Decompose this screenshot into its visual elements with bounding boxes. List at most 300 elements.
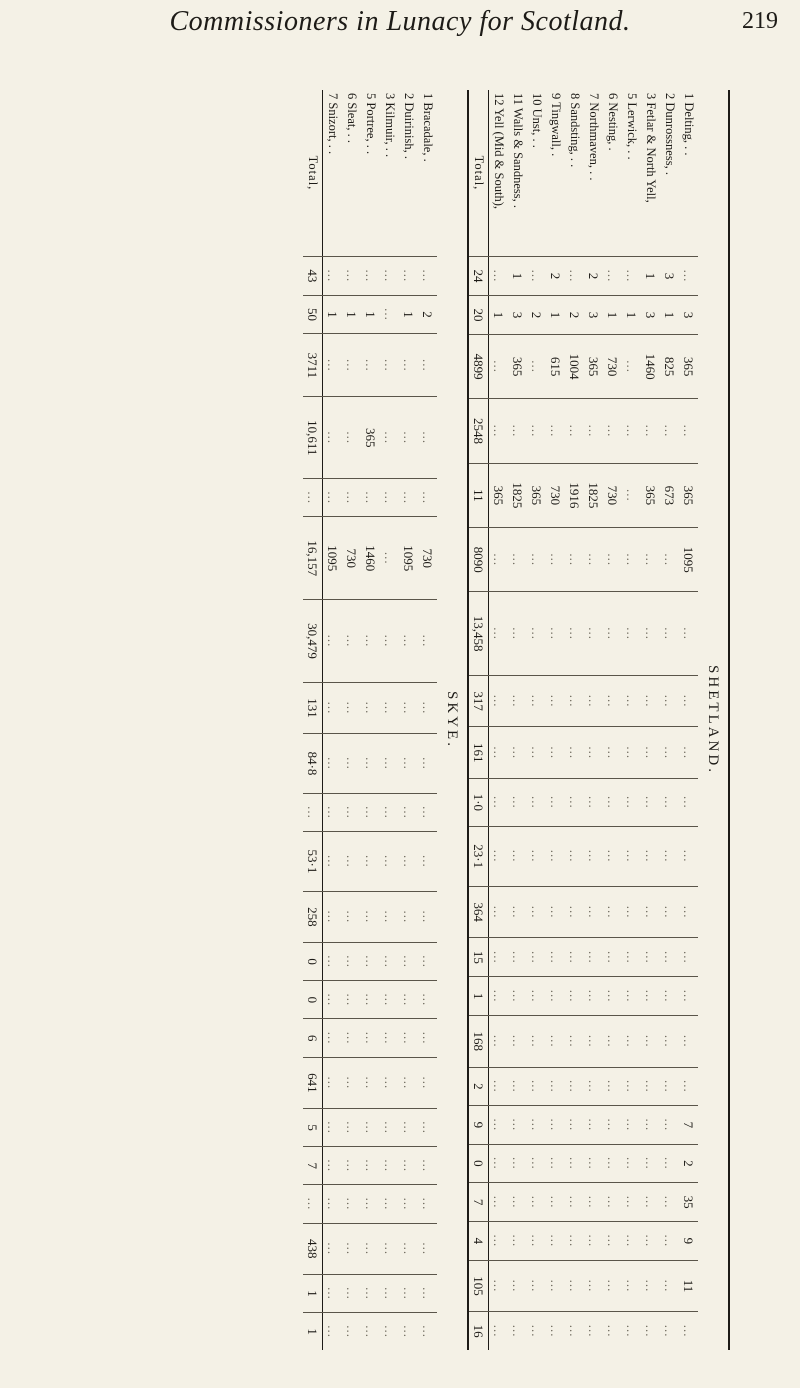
table-cell: ... xyxy=(584,886,603,938)
table-cell: ... xyxy=(418,479,437,517)
table-cell: 3 xyxy=(641,296,660,335)
table-cell: ... xyxy=(508,1144,527,1183)
table-cell: ... xyxy=(489,675,509,727)
table-cell: ... xyxy=(603,977,622,1016)
table-cell: 365 xyxy=(489,463,509,527)
table-row xyxy=(399,90,418,1350)
table-cell: ... xyxy=(622,727,641,779)
table-row xyxy=(418,90,437,1350)
parish-name: 1 Bracadale, . xyxy=(421,93,435,162)
table-cell: ... xyxy=(603,1015,622,1067)
table-cell: ... xyxy=(679,675,698,727)
table-cell: 730 xyxy=(546,463,565,527)
table-cell: ... xyxy=(584,1183,603,1222)
table-cell: ... xyxy=(323,832,343,892)
table-cell: ... xyxy=(584,826,603,886)
table-cell: ... xyxy=(660,1222,679,1261)
table-cell: ... xyxy=(565,675,584,727)
table-cell: ... xyxy=(303,1185,323,1223)
table-cell: ... xyxy=(418,682,437,733)
table-cell: 3 xyxy=(508,296,527,335)
table-cell: 730 xyxy=(418,517,437,600)
table-cell: ... xyxy=(399,257,418,296)
parish-name: 3 Fetlar & North Yell, xyxy=(644,93,658,203)
table-cell: ... xyxy=(527,257,546,296)
table-cell: ... xyxy=(508,727,527,779)
table-cell: ... xyxy=(565,592,584,675)
table-cell: ... xyxy=(323,1185,343,1223)
table-cell: ... xyxy=(489,592,509,675)
table-cell: 1 xyxy=(342,295,361,334)
table-cell: ... xyxy=(603,1067,622,1106)
table-cell: ... xyxy=(380,517,399,600)
table-cell: ... xyxy=(679,779,698,826)
table-cell: 1 xyxy=(303,1313,323,1350)
table-cell: ... xyxy=(584,1312,603,1350)
table-cell: 16,157 xyxy=(303,517,323,600)
table-cell: ... xyxy=(546,1015,565,1067)
table-cell: 258 xyxy=(303,891,323,942)
table-cell: 1 xyxy=(399,295,418,334)
section-table xyxy=(303,90,437,1350)
table-cell: ... xyxy=(303,793,323,831)
table-cell: ... xyxy=(323,1019,343,1057)
table-cell: ... xyxy=(399,1223,418,1274)
table-cell: ... xyxy=(603,727,622,779)
table-cell: ... xyxy=(603,1144,622,1183)
table-cell: ... xyxy=(323,891,343,942)
section-title: SHETLAND. xyxy=(705,665,721,775)
table-cell: ... xyxy=(679,592,698,675)
table-cell: ... xyxy=(546,826,565,886)
table-cell: ... xyxy=(489,1312,509,1350)
table-cell: ... xyxy=(361,1274,380,1312)
table-cell: ... xyxy=(418,334,437,397)
table-cell: 365 xyxy=(361,397,380,479)
table-cell: ... xyxy=(622,886,641,938)
table-cell: ... xyxy=(323,1108,343,1146)
table-cell: ... xyxy=(527,886,546,938)
table-cell: ... xyxy=(399,1057,418,1108)
rotated-table xyxy=(60,90,730,1350)
table-cell: ... xyxy=(399,1185,418,1223)
table-cell: ... xyxy=(622,675,641,727)
table-cell: ... xyxy=(399,334,418,397)
table-cell: ... xyxy=(565,1183,584,1222)
table-cell: ... xyxy=(323,600,343,683)
table-cell: 730 xyxy=(603,335,622,399)
table-cell: ... xyxy=(508,1260,527,1312)
table-cell: ... xyxy=(565,257,584,296)
table-cell: ... xyxy=(641,1312,660,1350)
table-row xyxy=(342,90,361,1350)
table-cell: ... xyxy=(342,981,361,1019)
table-cell: ... xyxy=(527,938,546,977)
table-cell: ... xyxy=(380,734,399,794)
table-cell: ... xyxy=(361,1057,380,1108)
table-cell: ... xyxy=(622,1067,641,1106)
table-cell: ... xyxy=(565,938,584,977)
table-cell: ... xyxy=(622,528,641,592)
table-cell: ... xyxy=(641,1106,660,1145)
table-cell: ... xyxy=(399,600,418,683)
table-cell: 5 xyxy=(303,1108,323,1146)
table-cell: ... xyxy=(546,977,565,1016)
table-cell: 8090 xyxy=(469,528,489,592)
table-cell: ... xyxy=(565,1260,584,1312)
table-cell: ... xyxy=(380,1185,399,1223)
table-cell: ... xyxy=(342,1223,361,1274)
table-cell: ... xyxy=(565,977,584,1016)
table-cell: 730 xyxy=(603,463,622,527)
table-cell: ... xyxy=(603,257,622,296)
table-cell: ... xyxy=(342,1108,361,1146)
table-cell: ... xyxy=(660,1067,679,1106)
table-cell: ... xyxy=(584,1260,603,1312)
table-cell: 365 xyxy=(679,335,698,399)
table-cell: 1 xyxy=(546,296,565,335)
parish-name: 7 Snizort, . . xyxy=(326,93,340,155)
table-cell: 364 xyxy=(469,886,489,938)
table-cell: ... xyxy=(584,1144,603,1183)
table-cell: 3711 xyxy=(303,334,323,397)
table-cell: 1 xyxy=(323,295,343,334)
table-cell: 1 xyxy=(660,296,679,335)
table-cell: 30,479 xyxy=(303,600,323,683)
table-cell: 168 xyxy=(469,1015,489,1067)
page-number: 219 xyxy=(742,8,778,34)
table-cell: ... xyxy=(584,1067,603,1106)
table-cell: ... xyxy=(546,1312,565,1350)
table-cell: ... xyxy=(546,675,565,727)
table-cell: ... xyxy=(527,779,546,826)
table-cell: ... xyxy=(380,891,399,942)
table-cell: ... xyxy=(565,779,584,826)
table-cell: ... xyxy=(641,1183,660,1222)
table-cell: ... xyxy=(641,977,660,1016)
table-cell: 365 xyxy=(679,463,698,527)
table-cell: ... xyxy=(660,1260,679,1312)
table-cell: 131 xyxy=(303,682,323,733)
table-cell: ... xyxy=(679,1312,698,1350)
parish-name: Total, xyxy=(469,90,489,257)
table-row xyxy=(527,90,546,1350)
table-cell: ... xyxy=(565,826,584,886)
table-cell: ... xyxy=(361,832,380,892)
parish-name: 11 Walls & Sandness, . xyxy=(511,93,525,208)
section-title: SKYE. xyxy=(444,691,460,749)
table-cell: ... xyxy=(546,1260,565,1312)
table-cell: ... xyxy=(641,592,660,675)
table-row xyxy=(584,90,603,1350)
table-cell: ... xyxy=(361,600,380,683)
table-cell: ... xyxy=(418,1057,437,1108)
table-cell: ... xyxy=(508,938,527,977)
table-cell: ... xyxy=(679,727,698,779)
table-cell: ... xyxy=(342,600,361,683)
table-cell: ... xyxy=(323,981,343,1019)
table-cell: 2 xyxy=(527,296,546,335)
table-cell: 615 xyxy=(546,335,565,399)
table-cell: ... xyxy=(584,592,603,675)
table-cell: ... xyxy=(380,793,399,831)
table-cell: ... xyxy=(508,399,527,463)
table-cell: ... xyxy=(603,886,622,938)
table-cell: ... xyxy=(380,295,399,334)
table-cell: ... xyxy=(323,257,343,296)
table-cell: ... xyxy=(342,1057,361,1108)
table-cell: ... xyxy=(584,399,603,463)
table-cell: ... xyxy=(418,734,437,794)
table-cell: 673 xyxy=(660,463,679,527)
table-cell: 7 xyxy=(469,1183,489,1222)
table-cell: 1 xyxy=(489,296,509,335)
table-cell: ... xyxy=(342,682,361,733)
table-cell: 641 xyxy=(303,1057,323,1108)
table-cell: ... xyxy=(584,1106,603,1145)
table-cell: 365 xyxy=(641,463,660,527)
table-cell: 11 xyxy=(679,1260,698,1312)
table-cell: ... xyxy=(622,1260,641,1312)
table-row xyxy=(603,90,622,1350)
table-cell: ... xyxy=(418,600,437,683)
table-cell: ... xyxy=(508,1183,527,1222)
table-cell: ... xyxy=(399,832,418,892)
table-cell: ... xyxy=(622,1312,641,1350)
table-cell: 365 xyxy=(527,463,546,527)
table-cell: ... xyxy=(399,682,418,733)
table-cell: ... xyxy=(660,675,679,727)
table-row xyxy=(565,90,584,1350)
table-cell: 11 xyxy=(469,463,489,527)
table-cell: ... xyxy=(527,1183,546,1222)
table-cell: ... xyxy=(380,1313,399,1350)
table-cell: ... xyxy=(380,1274,399,1312)
table-cell: ... xyxy=(660,399,679,463)
section-table xyxy=(469,90,698,1350)
table-cell: 1 xyxy=(603,296,622,335)
table-cell: ... xyxy=(489,779,509,826)
table-cell: ... xyxy=(584,779,603,826)
table-row xyxy=(489,90,509,1350)
table-cell: ... xyxy=(546,528,565,592)
table-cell: ... xyxy=(342,1274,361,1312)
table-cell: ... xyxy=(342,943,361,981)
table-cell: ... xyxy=(361,682,380,733)
table-cell: ... xyxy=(361,943,380,981)
table-cell: ... xyxy=(361,1147,380,1185)
table-cell: ... xyxy=(584,977,603,1016)
table-cell: ... xyxy=(603,675,622,727)
table-cell: 7 xyxy=(303,1147,323,1185)
table-cell: 1 xyxy=(508,257,527,296)
table-cell: 1825 xyxy=(508,463,527,527)
table-cell: ... xyxy=(679,977,698,1016)
table-row xyxy=(660,90,679,1350)
table-cell: ... xyxy=(660,779,679,826)
table-cell: ... xyxy=(342,793,361,831)
table-cell: ... xyxy=(603,1222,622,1261)
table-cell: ... xyxy=(489,1222,509,1261)
table-cell: 20 xyxy=(469,296,489,335)
table-row xyxy=(380,90,399,1350)
table-cell: ... xyxy=(361,1223,380,1274)
table-cell: ... xyxy=(527,399,546,463)
table-cell: ... xyxy=(565,886,584,938)
table-cell: 365 xyxy=(584,335,603,399)
table-cell: ... xyxy=(380,943,399,981)
table-cell: ... xyxy=(361,1108,380,1146)
table-cell: ... xyxy=(323,1223,343,1274)
table-cell: ... xyxy=(508,826,527,886)
table-cell: ... xyxy=(361,479,380,517)
table-cell: ... xyxy=(323,793,343,831)
table-cell: ... xyxy=(527,1222,546,1261)
table-cell: ... xyxy=(380,682,399,733)
table-cell: ... xyxy=(622,335,641,399)
table-cell: ... xyxy=(660,977,679,1016)
table-cell: ... xyxy=(342,1019,361,1057)
table-cell: ... xyxy=(565,399,584,463)
parish-name: 2 Duirinish, . xyxy=(402,93,416,159)
table-cell: ... xyxy=(508,977,527,1016)
table-cell: ... xyxy=(584,938,603,977)
table-cell: ... xyxy=(622,1183,641,1222)
table-cell: 2 xyxy=(679,1144,698,1183)
parish-name: 5 Portree, . . xyxy=(364,93,378,155)
table-cell: ... xyxy=(622,1222,641,1261)
section-1 xyxy=(303,90,469,1350)
table-cell: 1095 xyxy=(679,528,698,592)
table-cell: ... xyxy=(603,938,622,977)
table-cell: ... xyxy=(546,592,565,675)
table-cell: ... xyxy=(527,335,546,399)
table-cell: 1916 xyxy=(565,463,584,527)
table-cell: ... xyxy=(660,886,679,938)
table-cell: ... xyxy=(323,682,343,733)
table-cell: ... xyxy=(508,528,527,592)
table-cell: ... xyxy=(342,257,361,296)
table-cell: ... xyxy=(679,938,698,977)
table-cell: ... xyxy=(565,1015,584,1067)
table-cell: ... xyxy=(399,734,418,794)
table-cell: ... xyxy=(527,1015,546,1067)
table-cell: 730 xyxy=(342,517,361,600)
table-cell: ... xyxy=(342,734,361,794)
table-cell: ... xyxy=(508,779,527,826)
table-cell: ... xyxy=(641,675,660,727)
table-cell: ... xyxy=(641,938,660,977)
table-cell: ... xyxy=(489,528,509,592)
table-cell: ... xyxy=(565,1312,584,1350)
table-cell: ... xyxy=(603,1312,622,1350)
table-cell: ... xyxy=(508,886,527,938)
table-cell: ... xyxy=(342,397,361,479)
table-cell: ... xyxy=(380,832,399,892)
table-cell: ... xyxy=(399,1019,418,1057)
table-cell: ... xyxy=(527,1144,546,1183)
table-cell: ... xyxy=(603,1260,622,1312)
table-cell: ... xyxy=(399,793,418,831)
parish-name: 9 Tingwall, . xyxy=(549,93,563,157)
table-cell: ... xyxy=(622,1106,641,1145)
table-cell: ... xyxy=(622,399,641,463)
table-cell: ... xyxy=(418,257,437,296)
table-cell: ... xyxy=(603,592,622,675)
table-cell: ... xyxy=(565,727,584,779)
table-cell: ... xyxy=(489,886,509,938)
table-cell: ... xyxy=(399,943,418,981)
table-cell: ... xyxy=(622,977,641,1016)
parish-name: 6 Nesting, . xyxy=(606,93,620,151)
table-cell: ... xyxy=(489,1183,509,1222)
table-cell: 105 xyxy=(469,1260,489,1312)
table-cell: ... xyxy=(342,1313,361,1350)
table-cell: ... xyxy=(508,1106,527,1145)
table-cell: ... xyxy=(660,938,679,977)
table-cell: ... xyxy=(380,479,399,517)
table-cell: ... xyxy=(641,528,660,592)
table-cell: ... xyxy=(399,981,418,1019)
table-cell: ... xyxy=(361,981,380,1019)
table-cell: ... xyxy=(418,1108,437,1146)
table-cell: ... xyxy=(489,938,509,977)
table-cell: ... xyxy=(679,826,698,886)
table-cell: ... xyxy=(380,257,399,296)
table-cell: ... xyxy=(603,399,622,463)
table-cell: ... xyxy=(418,1019,437,1057)
parish-name: 5 Lerwick, . . xyxy=(625,93,639,160)
table-cell: ... xyxy=(603,1183,622,1222)
table-cell: ... xyxy=(679,399,698,463)
table-cell: ... xyxy=(660,1015,679,1067)
table-cell: ... xyxy=(584,1222,603,1261)
table-cell: ... xyxy=(508,675,527,727)
table-cell: 4 xyxy=(469,1222,489,1261)
table-cell: ... xyxy=(527,826,546,886)
parish-name: 7 Northmaven, . . xyxy=(587,93,601,181)
table-cell: ... xyxy=(622,779,641,826)
table-cell: 2 xyxy=(565,296,584,335)
table-cell: ... xyxy=(584,528,603,592)
table-cell: ... xyxy=(361,734,380,794)
table-cell: ... xyxy=(380,1057,399,1108)
table-cell: ... xyxy=(641,1260,660,1312)
table-cell: ... xyxy=(489,1067,509,1106)
table-cell: ... xyxy=(527,1260,546,1312)
table-cell: 2 xyxy=(584,257,603,296)
table-cell: 43 xyxy=(303,257,323,296)
table-cell: ... xyxy=(546,1106,565,1145)
table-cell: ... xyxy=(527,1312,546,1350)
table-cell: 2 xyxy=(418,295,437,334)
table-cell: ... xyxy=(546,399,565,463)
table-cell: ... xyxy=(565,1067,584,1106)
table-cell: ... xyxy=(603,826,622,886)
parish-name: 2 Dunrossness, . xyxy=(663,93,677,175)
table-cell: 2 xyxy=(469,1067,489,1106)
table-cell: ... xyxy=(641,1222,660,1261)
table-cell: ... xyxy=(527,977,546,1016)
table-cell: 35 xyxy=(679,1183,698,1222)
table-cell: 1 xyxy=(361,295,380,334)
table-cell: ... xyxy=(508,1222,527,1261)
table-cell: ... xyxy=(565,1144,584,1183)
table-cell: ... xyxy=(380,1147,399,1185)
table-cell: ... xyxy=(546,1067,565,1106)
table-cell: ... xyxy=(380,1108,399,1146)
table-cell: ... xyxy=(679,886,698,938)
